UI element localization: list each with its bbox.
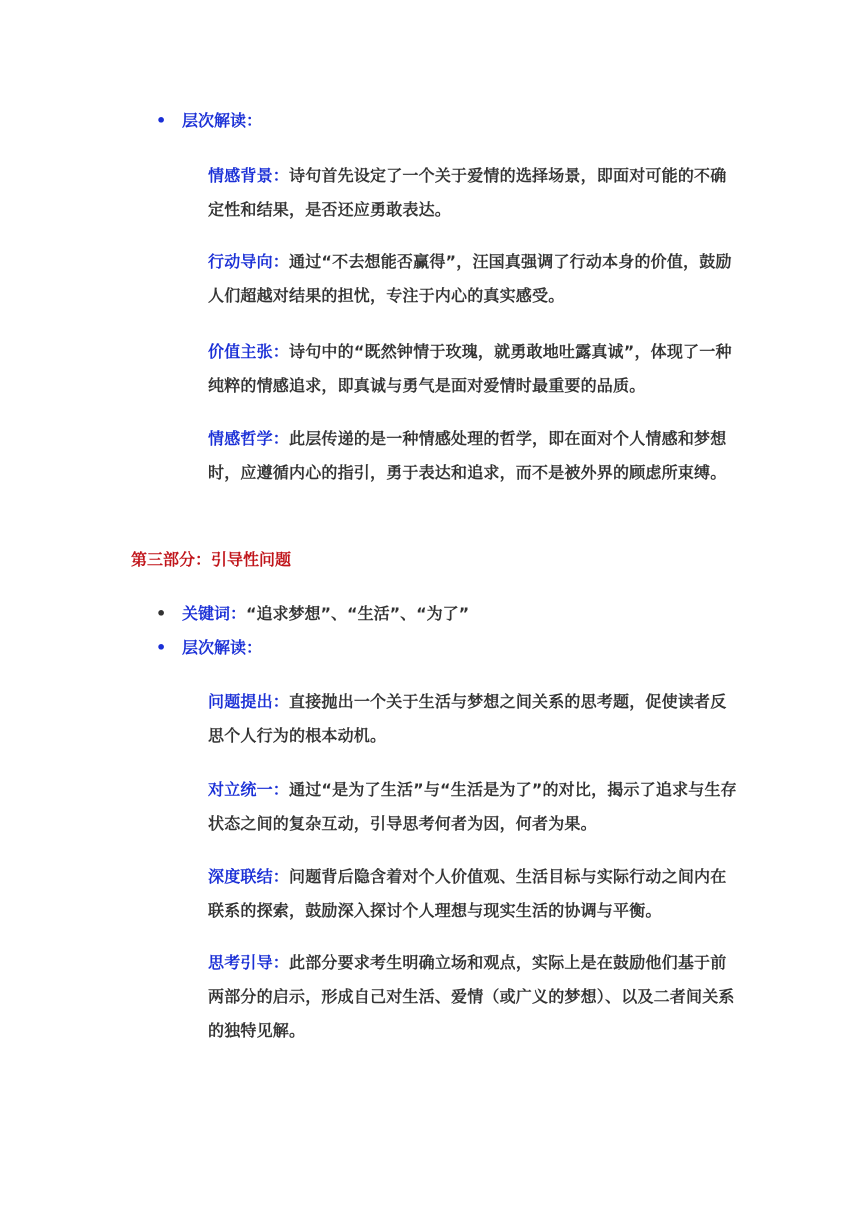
paragraph-text: 此部分要求考生明确立场和观点，实际上是在鼓励他们基于前两部分的启示，形成自己对生活、爱情（或广义的梦想）、以及二者间关系的独特见解。 (208, 953, 735, 1040)
bullet-icon: • (156, 111, 167, 130)
section-heading: 第三部分：引导性问题 (131, 550, 292, 569)
paragraph-label: 价值主张： (208, 342, 290, 361)
bullet-text: “追求梦想”、“生活”、“为了” (246, 604, 470, 623)
list-item (156, 603, 469, 625)
bullet-label: 层次解读： (182, 111, 263, 130)
paragraph-text: 此层传递的是一种情感处理的哲学，即在面对个人情感和梦想时，应遵循内心的指引，勇于表达和追求，而不是被外界的顾虑所束缚。 (208, 429, 727, 482)
paragraph-label: 深度联结： (208, 867, 290, 886)
paragraph-label: 行动导向： (208, 252, 290, 271)
bullet-label: 层次解读： (182, 638, 263, 657)
paragraph-text: 诗句首先设定了一个关于爱情的选择场景，即面对可能的不确定性和结果，是否还应勇敢表达。 (208, 166, 727, 219)
paragraph-label: 对立统一： (208, 780, 290, 799)
paragraph-text: 直接抛出一个关于生活与梦想之间关系的思考题，促使读者反思个人行为的根本动机。 (208, 692, 727, 745)
paragraph (208, 159, 738, 227)
paragraph (208, 245, 738, 313)
paragraph-text: 通过“不去想能否赢得”，汪国真强调了行动本身的价值，鼓励人们超越对结果的担忧，专注于内心的真实感受。 (208, 252, 732, 305)
list-item (156, 110, 262, 132)
paragraph-label: 思考引导： (208, 953, 290, 972)
paragraph (208, 946, 738, 1048)
paragraph (208, 335, 738, 403)
paragraph (208, 773, 738, 841)
paragraph-text: 通过“是为了生活”与“生活是为了”的对比，揭示了追求与生存状态之间的复杂互动，引导思考何者为因，何者为果。 (208, 780, 737, 833)
paragraph (208, 422, 738, 490)
bullet-icon: • (156, 638, 167, 657)
bullet-icon: • (156, 604, 167, 623)
paragraph (208, 685, 738, 753)
paragraph-label: 情感背景： (208, 166, 290, 185)
paragraph-text: 诗句中的“既然钟情于玫瑰，就勇敢地吐露真诚”，体现了一种纯粹的情感追求，即真诚与勇气是面对爱情时最重要的品质。 (208, 342, 732, 395)
paragraph-label: 情感哲学： (208, 429, 290, 448)
bullet-label: 关键词： (182, 604, 247, 623)
paragraph (208, 860, 738, 928)
paragraph-text: 问题背后隐含着对个人价值观、生活目标与实际行动之间内在联系的探索，鼓励深入探讨个人理想与现实生活的协调与平衡。 (208, 867, 727, 920)
paragraph-label: 问题提出： (208, 692, 290, 711)
list-item (156, 637, 262, 659)
